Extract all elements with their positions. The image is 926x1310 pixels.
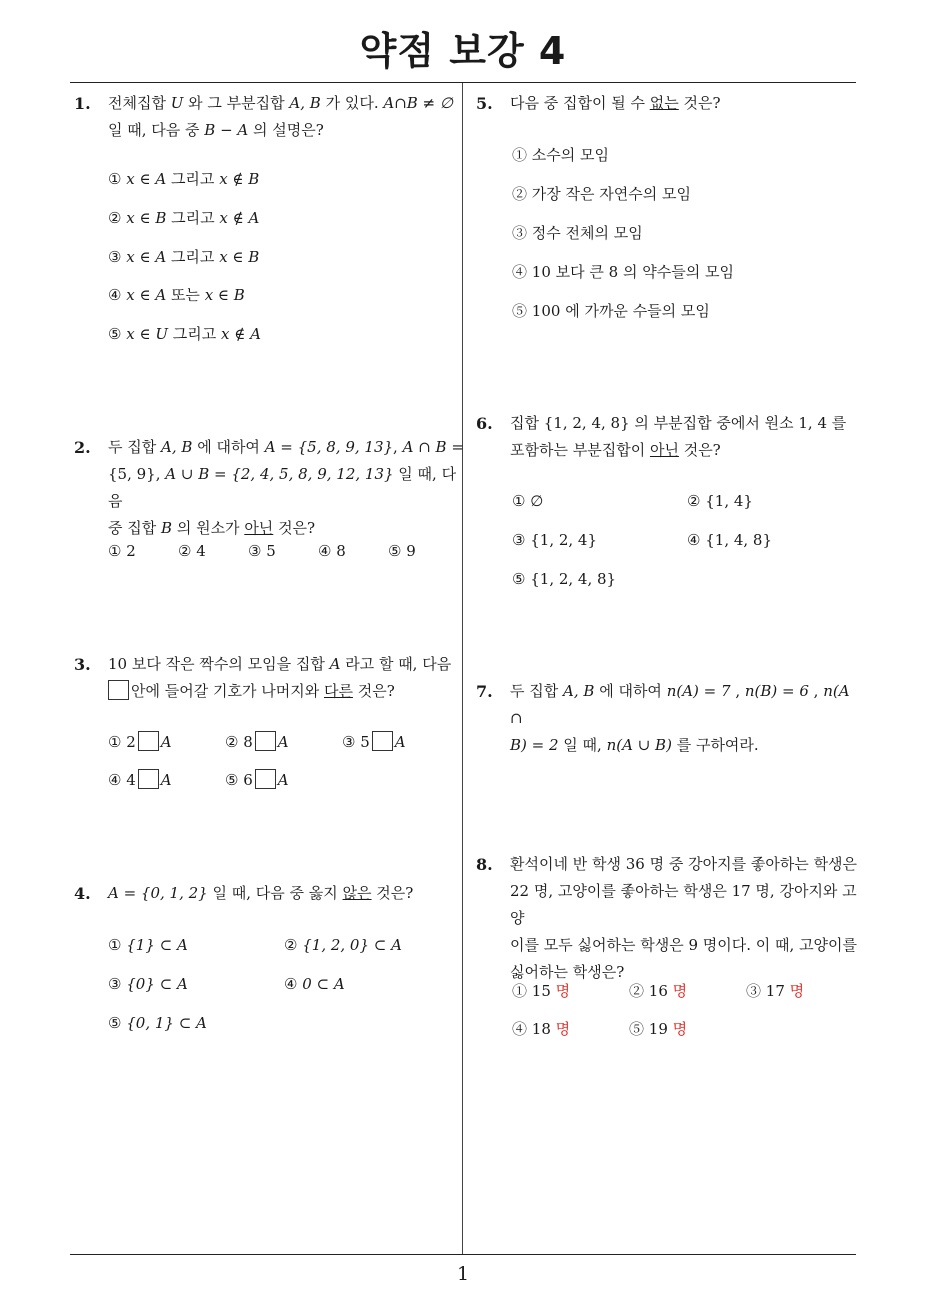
option-1[interactable]: ① x ∈ A 그리고 x ∉ B xyxy=(108,170,260,188)
option-3[interactable]: ③ 정수 전체의 모임 xyxy=(512,224,643,242)
question-number: 8. xyxy=(476,855,493,874)
option-1[interactable]: ① 15 명 xyxy=(512,982,571,1000)
option-2[interactable]: ② {1, 4} xyxy=(687,492,753,510)
question-text: 두 집합 A, B 에 대하여 A = {5, 8, 9, 13}, A ∩ B = {5, 9}, A ∪ B = {2, 4, 5, 8, 9, 12, 13} 일 때, 다음 중 집합 B 의 원소가 아닌 것은? xyxy=(108,438,464,537)
question-text: 10 보다 작은 짝수의 모임을 집합 A 라고 할 때, 다음 안에 들어갈 기호가 나머지와 다른 것은? xyxy=(108,655,452,700)
question-4 xyxy=(74,880,464,907)
option-5[interactable]: ⑤ 6 A xyxy=(225,771,289,789)
bottom-rule xyxy=(70,1254,856,1255)
option-5[interactable]: ⑤ 100 에 가까운 수들의 모임 xyxy=(512,302,710,320)
option-5[interactable]: ⑤ {1, 2, 4, 8} xyxy=(512,570,617,588)
question-number: 7. xyxy=(476,682,493,701)
option-1[interactable]: ① ∅ xyxy=(512,492,544,510)
blank-box xyxy=(108,680,129,700)
option-3[interactable]: ③ {0} ⊂ A xyxy=(108,975,188,993)
option-4[interactable]: ④ 18 명 xyxy=(512,1020,571,1038)
blank-box xyxy=(372,731,393,751)
blank-box xyxy=(255,731,276,751)
page-title: 약점 보강 4 xyxy=(359,29,567,73)
question-8 xyxy=(476,851,866,986)
page-number: 1 xyxy=(456,1263,470,1285)
option-3[interactable]: ③ 5 xyxy=(248,542,276,560)
option-4[interactable]: ④ 0 ⊂ A xyxy=(284,975,345,993)
option-4[interactable]: ④ 8 xyxy=(318,542,346,560)
option-1[interactable]: ① 2 A xyxy=(108,733,172,751)
question-number: 3. xyxy=(74,655,91,674)
question-6 xyxy=(476,410,866,464)
option-3[interactable]: ③ 17 명 xyxy=(746,982,805,1000)
option-2[interactable]: ② {1, 2, 0} ⊂ A xyxy=(284,936,402,954)
question-number: 2. xyxy=(74,438,91,457)
question-3 xyxy=(74,651,464,705)
option-2[interactable]: ② x ∈ B 그리고 x ∉ A xyxy=(108,209,260,227)
question-number: 4. xyxy=(74,884,91,903)
question-text: A = {0, 1, 2} 일 때, 다음 중 옳지 않은 것은? xyxy=(108,884,414,902)
question-2 xyxy=(74,434,464,542)
question-text: 전체집합 U 와 그 부분집합 A, B 가 있다. A∩B ≠ ∅ 일 때, 다음 중 B − A 의 설명은? xyxy=(108,94,453,139)
question-text: 두 집합 A, B 에 대하여 n(A) = 7 , n(B) = 6 , n(A ∩ B) = 2 일 때, n(A ∪ B) 를 구하여라. xyxy=(510,682,850,754)
option-5[interactable]: ⑤ {0, 1} ⊂ A xyxy=(108,1014,207,1032)
option-3[interactable]: ③ 5 A xyxy=(342,733,406,751)
question-number: 5. xyxy=(476,94,493,113)
question-number: 1. xyxy=(74,94,91,113)
question-7 xyxy=(476,678,866,759)
blank-box xyxy=(255,769,276,789)
question-number: 6. xyxy=(476,414,493,433)
option-2[interactable]: ② 가장 작은 자연수의 모임 xyxy=(512,185,692,203)
option-1[interactable]: ① 2 xyxy=(108,542,136,560)
option-4[interactable]: ④ x ∈ A 또는 x ∈ B xyxy=(108,286,245,304)
option-1[interactable]: ① {1} ⊂ A xyxy=(108,936,188,954)
question-text: 집합 {1, 2, 4, 8} 의 부분집합 중에서 원소 1, 4 를 포함하는 부분집합이 아닌 것은? xyxy=(510,414,847,459)
option-5[interactable]: ⑤ x ∈ U 그리고 x ∉ A xyxy=(108,325,261,343)
top-rule xyxy=(70,82,856,83)
question-text: 환석이네 반 학생 36 명 중 강아지를 좋아하는 학생은 22 명, 고양이를 좋아하는 학생은 17 명, 강아지와 고양 이를 모두 싫어하는 학생은 9 명이다. 이 때, 고양이를 싫어하는 학생은? xyxy=(510,855,858,981)
option-4[interactable]: ④ 10 보다 큰 8 의 약수들의 모임 xyxy=(512,263,734,281)
option-3[interactable]: ③ x ∈ A 그리고 x ∈ B xyxy=(108,248,260,266)
option-2[interactable]: ② 8 A xyxy=(225,733,289,751)
option-5[interactable]: ⑤ 9 xyxy=(388,542,416,560)
blank-box xyxy=(138,731,159,751)
question-5 xyxy=(476,90,866,117)
option-4[interactable]: ④ 4 A xyxy=(108,771,172,789)
option-1[interactable]: ① 소수의 모임 xyxy=(512,146,610,164)
option-4[interactable]: ④ {1, 4, 8} xyxy=(687,531,773,549)
blank-box xyxy=(138,769,159,789)
option-2[interactable]: ② 16 명 xyxy=(629,982,688,1000)
option-5[interactable]: ⑤ 19 명 xyxy=(629,1020,688,1038)
option-3[interactable]: ③ {1, 2, 4} xyxy=(512,531,598,549)
question-1 xyxy=(74,90,464,144)
question-text: 다음 중 집합이 될 수 없는 것은? xyxy=(510,94,721,112)
option-2[interactable]: ② 4 xyxy=(178,542,206,560)
